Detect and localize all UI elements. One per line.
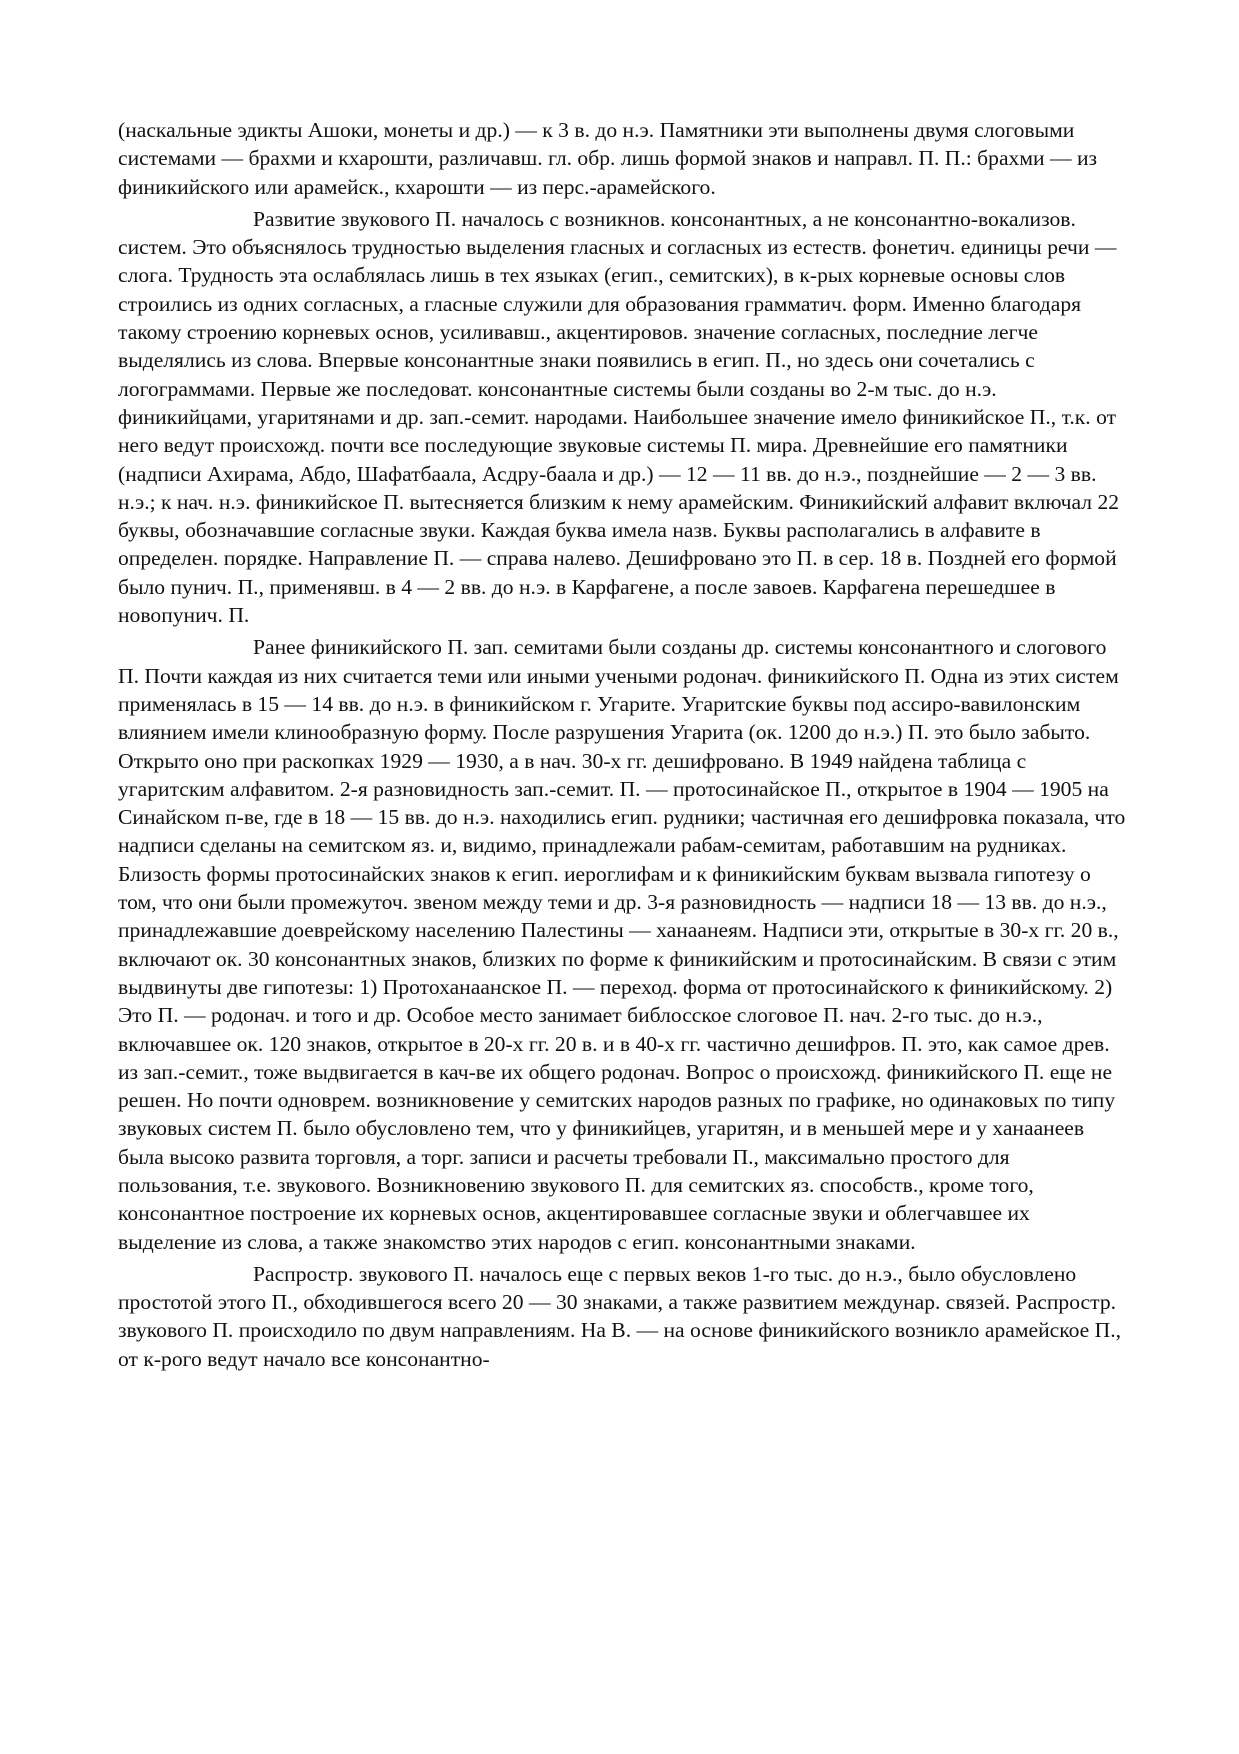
paragraph-4: Распростр. звукового П. началось еще с первых веков 1-го тыс. до н.э., было обусловлено простотой этого П., обходившегося всего 20 — 30 знаками, а также развитием междунар. связей. Распростр. звукового П. происходило по двум направлениям. На В. — на основе финикийского возникло арамейское П., от к-рого ведут начало все консонантно-: [118, 1261, 1122, 1371]
paragraph-3: Ранее финикийского П. зап. семитами были созданы др. системы консонантного и слогового П. Почти каждая из них считается теми или иными учеными родонач. финикийского П. Одна из этих систем применялась в 15 — 14 вв. до н.э. в финикийском г. Угарите. Угаритские буквы под ассиро-вавилонским влиянием имели клинообразную форму. После разрушения Угарита (ок. 1200 до н.э.) П. это было забыто. Открыто оно при раскопках 1929 — 1930, а в нач. 30-х гг. дешифровано. В 1949 найдена таблица с угаритским алфавитом. 2-я разновидность зап.-семит. П. — протосинайское П., открытое в 1904 — 1905 на Синайском п-ве, где в 18 — 15 вв. до н.э. находились егип. рудники; частичная его дешифровка показала, что надписи сделаны на семитском яз. и, видимо, принадлежали рабам-семитам, работавшим на рудниках. Близость формы протосинайских знаков к егип. иероглифам и к финикийским буквам вызвала гипотезу о том, что они были промежуточ. звеном между теми и др. 3-я разновидность — надписи 18 — 13 вв. до н.э., принадлежавшие доеврейскому населению Палестины — ханаанеям. Надписи эти, открытые в 30-х гг. 20 в., включают ок. 30 консонантных знаков, близких по форме к финикийским и протосинайским. В связи с этим выдвинуты две гипотезы: 1) Протоханаанское П. — переход. форма от протосинайского к финикийскому. 2) Это П. — родонач. и того и др. Особое место занимает библосское слоговое П. нач. 2-го тыс. до н.э., включавшее ок. 120 знаков, открытое в 20-х гг. 20 в. и в 40-х гг. частично дешифров. П. это, как самое древ. из зап.-семит., тоже выдвигается в кач-ве их общего родонач. Вопрос о происхожд. финикийского П. еще не решен. Но почти одноврем. возникновение у семитских народов разных по графике, но одинаковых по типу звуковых систем П. было обусловлено тем, что у финикийцев, угаритян, и в меньшей мере и у ханаанеев была высоко развита торговля, а торг. записи и расчеты требовали П., максимально простого для пользования, т.е. звукового. Возникновению звукового П. для семитских яз. способств., кроме того, консонантное построение их корневых основ, акцентировавшее согласные звуки и облегчавшее их выделение из слова, а также знакомство этих народов с егип. консонантными знаками.: [118, 635, 1126, 1254]
paragraph-1: (наскальные эдикты Ашоки, монеты и др.) — к 3 в. до н.э. Памятники эти выполнены двумя слоговыми системами — брахми и кхарошти, различавш. гл. обр. лишь формой знаков и направл. П. П.: брахми — из финикийского или арамейск., кхарошти — из перс.-арамейского.: [118, 118, 1098, 199]
document-body: [118, 116, 1128, 1377]
paragraph-2: Развитие звукового П. началось с возникнов. консонантных, а не консонантно-вокализов. систем. Это объяснялось трудностью выделения гласных и согласных из естеств. фонетич. единицы речи — слога. Трудность эта ослаблялась лишь в тех языках (егип., семитских), в к-рых корневые основы слов строились из одних согласных, а гласные служили для образования грамматич. форм. Именно благодаря такому строению корневых основ, усиливавш., акцентировов. значение согласных, последние легче выделялись из слова. Впервые консонантные знаки появились в егип. П., но здесь они сочетались с логограммами. Первые же последоват. консонантные системы были созданы во 2-м тыс. до н.э. финикийцами, угаритянами и др. зап.-семит. народами. Наибольшее значение имело финикийское П., т.к. от него ведут происхожд. почти все последующие звуковые системы П. мира. Древнейшие его памятники (надписи Ахирама, Абдо, Шафатбаала, Асдру-баала и др.) — 12 — 11 вв. до н.э., позднейшие — 2 — 3 вв. н.э.; к нач. н.э. финикийское П. вытесняется близким к нему арамейским. Финикийский алфавит включал 22 буквы, обозначавшие согласные звуки. Каждая буква имела назв. Буквы располагались в алфавите в определен. порядке. Направление П. — справа налево. Дешифровано это П. в сер. 18 в. Поздней его формой было пунич. П., применявш. в 4 — 2 вв. до н.э. в Карфагене, а после завоев. Карфагена перешедшее в новопунич. П.: [118, 206, 1120, 628]
